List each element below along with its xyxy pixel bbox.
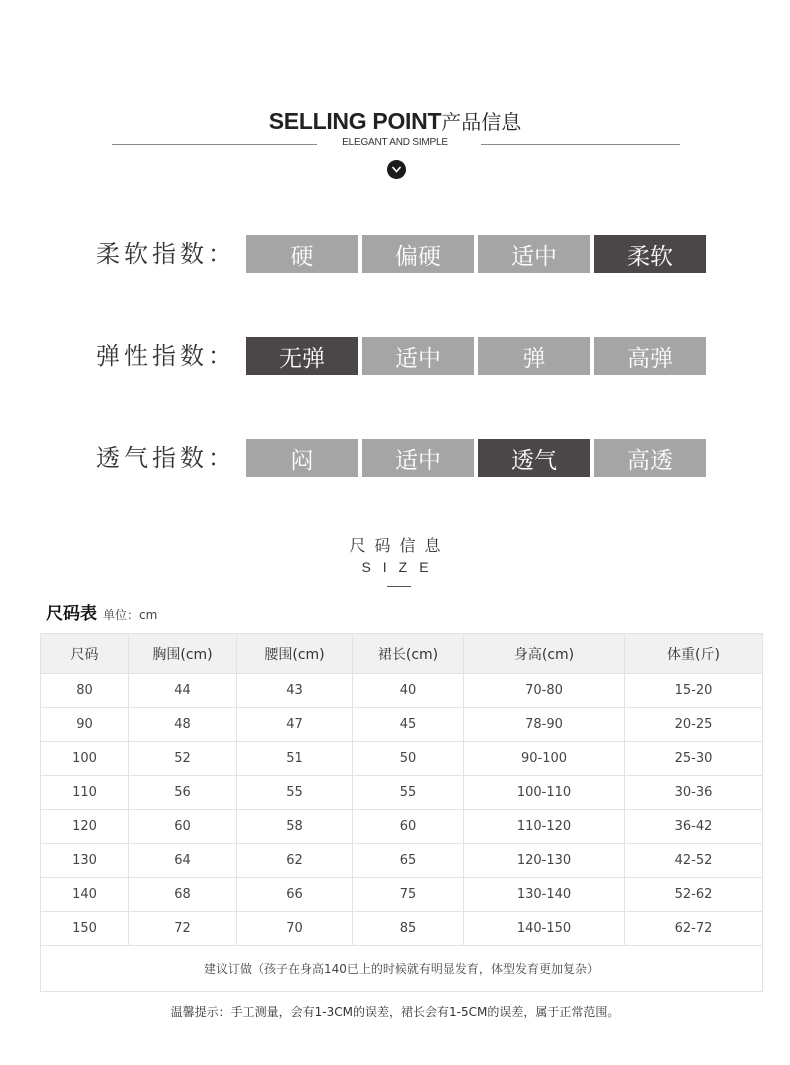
table-row <box>41 844 763 878</box>
table-cell: 68 <box>129 878 237 912</box>
table-cell: 70 <box>237 912 353 946</box>
table-cell: 60 <box>129 810 237 844</box>
softness-option: 硬 <box>246 235 358 273</box>
table-row <box>41 878 763 912</box>
table-row <box>41 912 763 946</box>
table-cell: 43 <box>237 674 353 708</box>
elasticity-option: 高弹 <box>594 337 706 375</box>
table-row <box>41 742 763 776</box>
size-section-subtitle: SIZE <box>361 559 441 575</box>
elasticity-option: 无弹 <box>246 337 358 375</box>
breathability-option: 适中 <box>362 439 474 477</box>
custom-order-note: 建议订做（孩子在身高140已上的时候就有明显发育，体型发育更加复杂） <box>41 946 763 992</box>
table-cell: 48 <box>129 708 237 742</box>
elasticity-index-label: 弹性指数： <box>96 342 236 370</box>
table-row <box>41 776 763 810</box>
table-cell: 140 <box>41 878 129 912</box>
softness-index-label: 柔软指数： <box>96 240 236 268</box>
table-cell: 100-110 <box>464 776 625 810</box>
table-cell: 20-25 <box>625 708 763 742</box>
table-cell: 140-150 <box>464 912 625 946</box>
table-cell: 56 <box>129 776 237 810</box>
table-cell: 65 <box>353 844 464 878</box>
table-cell: 78-90 <box>464 708 625 742</box>
subtitle: ELEGANT AND SIMPLE <box>342 137 448 148</box>
column-header: 胸围(cm) <box>129 634 237 674</box>
measurement-tip: 温馨提示：手工测量，会有1-3CM的误差，裙长会有1-5CM的误差，属于正常范围。 <box>170 1005 620 1019</box>
table-cell: 51 <box>237 742 353 776</box>
breathability-option: 闷 <box>246 439 358 477</box>
table-cell: 75 <box>353 878 464 912</box>
softness-option: 偏硬 <box>362 235 474 273</box>
table-cell: 45 <box>353 708 464 742</box>
table-cell: 55 <box>353 776 464 810</box>
size-table <box>40 633 763 992</box>
table-cell: 52 <box>129 742 237 776</box>
table-row <box>41 708 763 742</box>
table-cell: 30-36 <box>625 776 763 810</box>
table-cell: 90-100 <box>464 742 625 776</box>
table-cell: 72 <box>129 912 237 946</box>
table-cell: 85 <box>353 912 464 946</box>
table-cell: 70-80 <box>464 674 625 708</box>
breathability-option: 高透 <box>594 439 706 477</box>
table-cell: 66 <box>237 878 353 912</box>
table-row <box>41 810 763 844</box>
size-table-unit: 单位：cm <box>103 608 158 622</box>
table-cell: 100 <box>41 742 129 776</box>
table-cell: 42-52 <box>625 844 763 878</box>
table-cell: 80 <box>41 674 129 708</box>
table-cell: 90 <box>41 708 129 742</box>
table-cell: 120-130 <box>464 844 625 878</box>
table-cell: 52-62 <box>625 878 763 912</box>
table-cell: 62 <box>237 844 353 878</box>
chevron-down-icon <box>387 160 406 179</box>
column-header: 尺码 <box>41 634 129 674</box>
table-cell: 50 <box>353 742 464 776</box>
softness-option: 适中 <box>478 235 590 273</box>
size-section-rule <box>387 586 411 587</box>
table-cell: 47 <box>237 708 353 742</box>
table-cell: 36-42 <box>625 810 763 844</box>
table-cell: 15-20 <box>625 674 763 708</box>
elasticity-option: 弹 <box>478 337 590 375</box>
table-cell: 110-120 <box>464 810 625 844</box>
size-section-title: 尺码信息 <box>349 536 450 555</box>
table-cell: 120 <box>41 810 129 844</box>
table-cell: 130 <box>41 844 129 878</box>
title-chinese: 产品信息 <box>441 110 522 134</box>
table-cell: 62-72 <box>625 912 763 946</box>
table-cell: 58 <box>237 810 353 844</box>
column-header: 腰围(cm) <box>237 634 353 674</box>
column-header: 体重(斤) <box>625 634 763 674</box>
breathability-option: 透气 <box>478 439 590 477</box>
table-cell: 150 <box>41 912 129 946</box>
column-header: 裙长(cm) <box>353 634 464 674</box>
table-row <box>41 674 763 708</box>
table-cell: 40 <box>353 674 464 708</box>
breathability-index-label: 透气指数： <box>96 444 236 472</box>
elasticity-option: 适中 <box>362 337 474 375</box>
size-table-title: 尺码表 <box>46 604 97 624</box>
table-cell: 64 <box>129 844 237 878</box>
table-note-row <box>41 946 763 992</box>
selling-point-title <box>0 106 790 135</box>
softness-option: 柔软 <box>594 235 706 273</box>
size-table-heading <box>46 599 157 624</box>
table-cell: 25-30 <box>625 742 763 776</box>
table-cell: 55 <box>237 776 353 810</box>
title-english: SELLING POINT <box>268 108 442 134</box>
table-cell: 110 <box>41 776 129 810</box>
table-cell: 60 <box>353 810 464 844</box>
table-header-row <box>41 634 763 674</box>
column-header: 身高(cm) <box>464 634 625 674</box>
table-cell: 44 <box>129 674 237 708</box>
table-cell: 130-140 <box>464 878 625 912</box>
